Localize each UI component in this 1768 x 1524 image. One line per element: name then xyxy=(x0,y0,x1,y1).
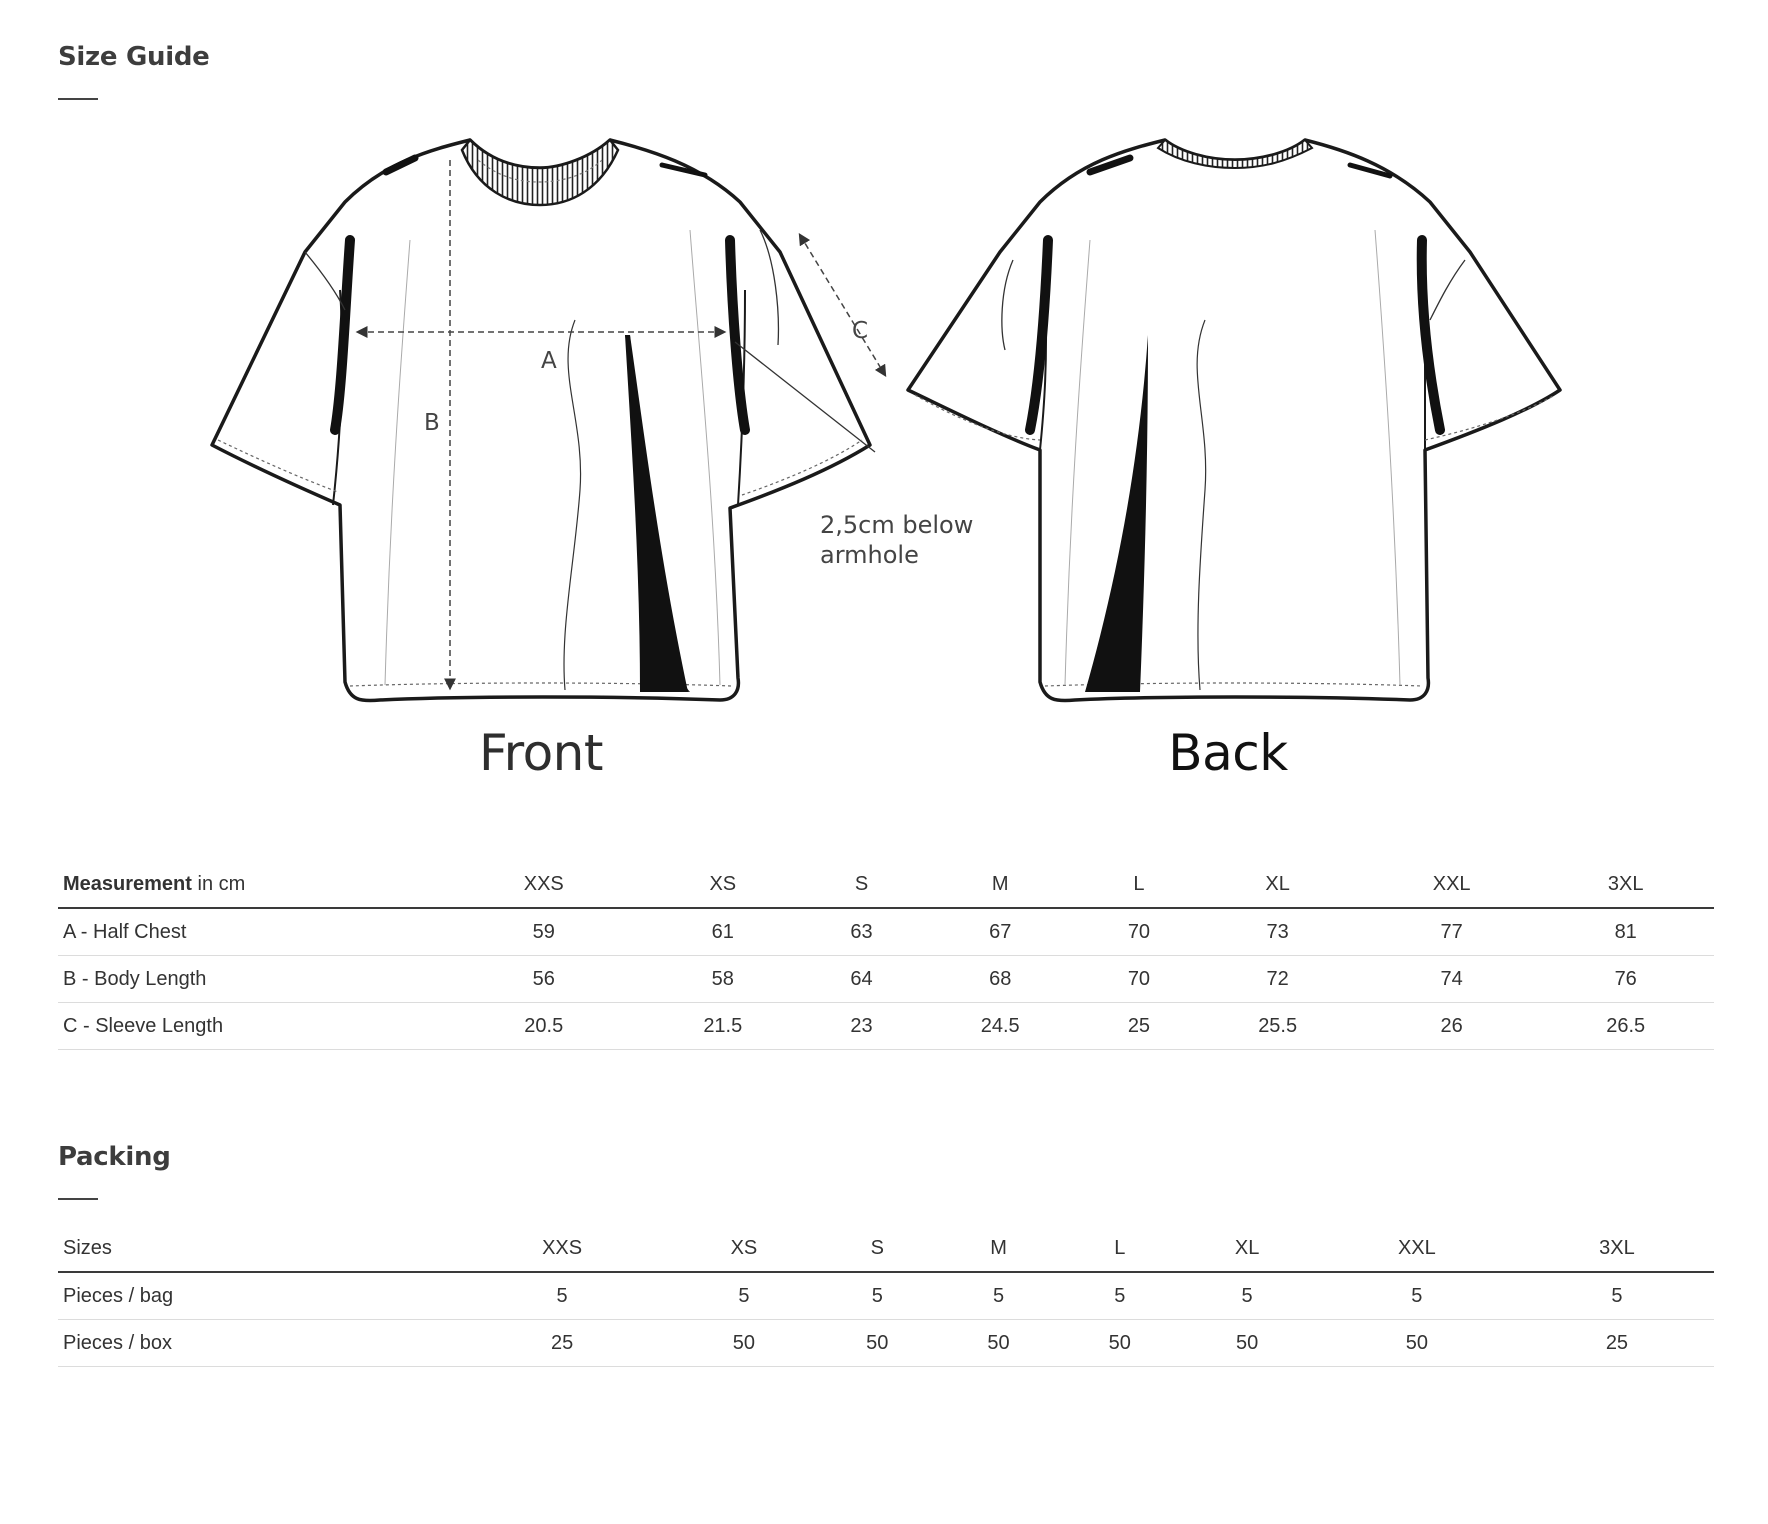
row-label: Pieces / bag xyxy=(58,1272,453,1320)
size-header-xxl: XXL xyxy=(1314,1225,1520,1272)
table-row xyxy=(58,1003,1714,1050)
row-label: C - Sleeve Length xyxy=(58,1003,453,1050)
table-cell: 21.5 xyxy=(635,1003,812,1050)
packing-title-underline xyxy=(58,1198,98,1200)
size-header-xxl: XXL xyxy=(1366,861,1537,908)
table-cell: 5 xyxy=(453,1272,671,1320)
table-cell: 61 xyxy=(635,908,812,956)
size-header-3xl: 3XL xyxy=(1520,1225,1714,1272)
table-cell: 5 xyxy=(1314,1272,1520,1320)
table-cell: 50 xyxy=(817,1320,938,1367)
table-cell: 25 xyxy=(453,1320,671,1367)
armhole-note-line-1: 2,5cm below xyxy=(820,511,974,539)
measurement-header-bold: Measurement xyxy=(63,872,192,895)
table-cell: 26 xyxy=(1366,1003,1537,1050)
table-cell: 5 xyxy=(1059,1272,1180,1320)
table-cell: 5 xyxy=(938,1272,1059,1320)
size-header-m: M xyxy=(938,1225,1059,1272)
table-row xyxy=(58,908,1714,956)
table-cell: 63 xyxy=(811,908,912,956)
table-cell: 50 xyxy=(1180,1320,1313,1367)
table-cell: 25.5 xyxy=(1189,1003,1366,1050)
table-cell: 64 xyxy=(811,956,912,1003)
callout-c-label: C xyxy=(852,318,869,344)
table-row xyxy=(58,956,1714,1003)
table-cell: 56 xyxy=(453,956,635,1003)
front-tshirt-drawing xyxy=(212,140,870,701)
size-header-xs: XS xyxy=(671,1225,816,1272)
table-cell: 68 xyxy=(912,956,1089,1003)
tshirt-illustration xyxy=(0,110,1768,710)
row-label: B - Body Length xyxy=(58,956,453,1003)
callout-b-label: B xyxy=(424,410,440,436)
table-cell: 25 xyxy=(1089,1003,1190,1050)
size-header-3xl: 3XL xyxy=(1537,861,1714,908)
table-cell: 77 xyxy=(1366,908,1537,956)
size-header-xxs: XXS xyxy=(453,1225,671,1272)
table-cell: 23 xyxy=(811,1003,912,1050)
sizes-header: Sizes xyxy=(58,1225,453,1272)
table-cell: 70 xyxy=(1089,956,1190,1003)
size-header-xs: XS xyxy=(635,861,812,908)
table-cell: 26.5 xyxy=(1537,1003,1714,1050)
packing-title: Packing xyxy=(58,1142,171,1172)
size-guide-table xyxy=(58,861,1714,1050)
size-header-l: L xyxy=(1059,1225,1180,1272)
row-label: A - Half Chest xyxy=(58,908,453,956)
table-cell: 50 xyxy=(938,1320,1059,1367)
table-cell: 50 xyxy=(1059,1320,1180,1367)
armhole-note xyxy=(820,510,973,570)
table-cell: 25 xyxy=(1520,1320,1714,1367)
measurement-header xyxy=(58,861,453,908)
size-header-xl: XL xyxy=(1189,861,1366,908)
armhole-note-line-2: armhole xyxy=(820,541,919,569)
table-cell: 24.5 xyxy=(912,1003,1089,1050)
packing-header-row xyxy=(58,1225,1714,1272)
size-guide-header-row xyxy=(58,861,1714,908)
back-tshirt-drawing xyxy=(908,140,1560,701)
table-cell: 72 xyxy=(1189,956,1366,1003)
table-cell: 67 xyxy=(912,908,1089,956)
table-cell: 5 xyxy=(671,1272,816,1320)
table-cell: 59 xyxy=(453,908,635,956)
table-cell: 5 xyxy=(1180,1272,1313,1320)
size-header-xl: XL xyxy=(1180,1225,1313,1272)
table-cell: 74 xyxy=(1366,956,1537,1003)
table-cell: 76 xyxy=(1537,956,1714,1003)
size-header-s: S xyxy=(817,1225,938,1272)
front-view-label: Front xyxy=(479,724,603,782)
packing-table xyxy=(58,1225,1714,1367)
table-cell: 20.5 xyxy=(453,1003,635,1050)
size-header-s: S xyxy=(811,861,912,908)
table-cell: 73 xyxy=(1189,908,1366,956)
size-header-m: M xyxy=(912,861,1089,908)
table-cell: 81 xyxy=(1537,908,1714,956)
measurement-header-unit: in cm xyxy=(191,872,246,895)
table-cell: 50 xyxy=(1314,1320,1520,1367)
size-header-l: L xyxy=(1089,861,1190,908)
size-guide-title-underline xyxy=(58,98,98,100)
row-label: Pieces / box xyxy=(58,1320,453,1367)
size-header-xxs: XXS xyxy=(453,861,635,908)
table-row xyxy=(58,1320,1714,1367)
table-cell: 5 xyxy=(1520,1272,1714,1320)
callout-a-label: A xyxy=(541,348,557,374)
table-cell: 50 xyxy=(671,1320,816,1367)
table-cell: 70 xyxy=(1089,908,1190,956)
back-view-label: Back xyxy=(1168,724,1288,782)
table-cell: 5 xyxy=(817,1272,938,1320)
table-row xyxy=(58,1272,1714,1320)
size-guide-title: Size Guide xyxy=(58,42,210,72)
table-cell: 58 xyxy=(635,956,812,1003)
